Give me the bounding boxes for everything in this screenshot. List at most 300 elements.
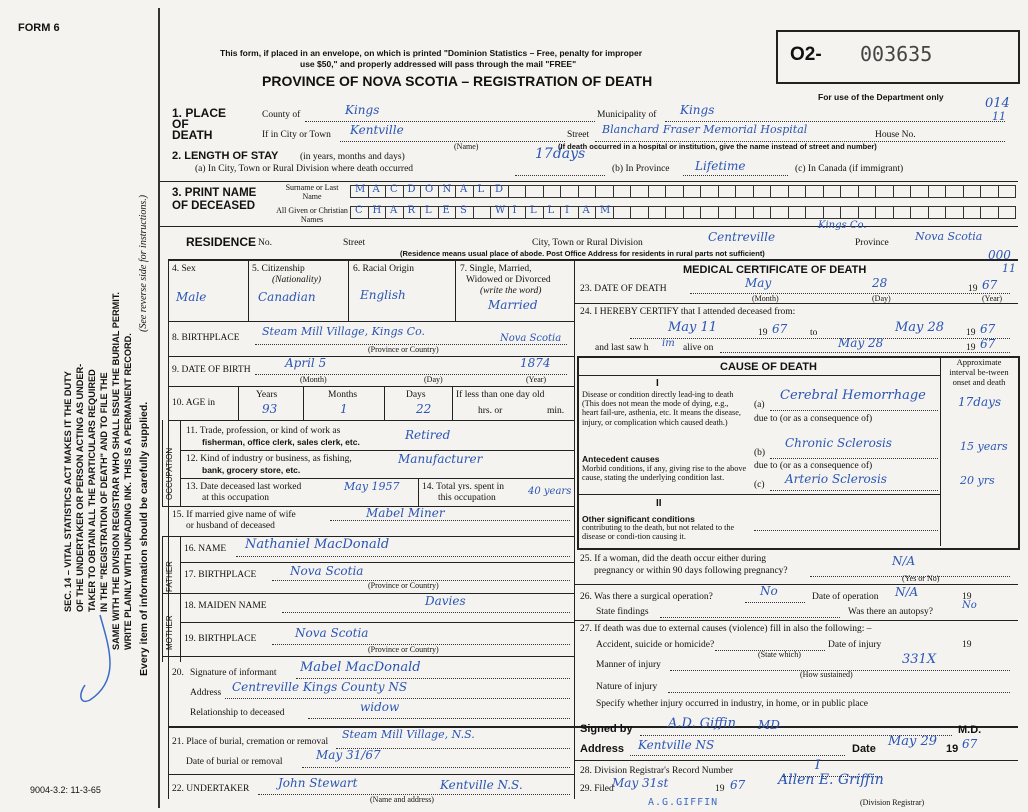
mail-note-1: This form, if placed in an envelope, on which is printed "Dominion Statistics – Free, penalty for improper — [220, 48, 643, 58]
letter-cell — [648, 206, 667, 219]
side-text-line: OF THE UNDERTAKER OR PERSON ACTING AS UNDER- — [75, 363, 85, 612]
county-value: Kings — [345, 103, 380, 117]
letter-cell — [700, 185, 719, 198]
rule — [180, 562, 574, 563]
rule — [162, 593, 574, 594]
burial-place: Steam Mill Village, N.S. — [342, 728, 475, 741]
autopsy-value: No — [962, 600, 977, 611]
father-bp-label: 17. BIRTHPLACE — [184, 570, 257, 580]
name-letter: M — [600, 205, 611, 216]
rule — [770, 410, 938, 411]
stay-a-label: (a) In City, Town or Rural Division where death occurred — [195, 164, 414, 174]
rule — [162, 420, 163, 506]
interval-c: 20 yrs — [960, 474, 995, 487]
to-label: to — [810, 328, 818, 338]
letter-cell — [945, 185, 964, 198]
municipality-label: Municipality of — [597, 110, 657, 120]
disease-label: Disease or condition directly lead-ing to death (This does not mean the mode of dying, e.g., heart fail-ure, asthenia, etc. It means the disease, injury, or complication which caused death.) — [582, 390, 741, 427]
dept-code-1: 014 — [985, 96, 1010, 111]
letter-cell — [525, 206, 544, 219]
undertaker-caption: (Name and address) — [370, 795, 434, 804]
letter-cell — [368, 206, 387, 219]
rule — [162, 536, 163, 662]
letter-cell — [893, 185, 912, 198]
dod-year-caption: (Year) — [982, 294, 1003, 303]
manner-label: Manner of injury — [596, 660, 661, 670]
letter-cell — [788, 185, 807, 198]
letter-cell — [858, 206, 877, 219]
stay-b-label: (b) In Province — [612, 164, 670, 174]
letter-cell — [455, 185, 474, 198]
rule — [660, 617, 840, 618]
street-label: Street — [567, 130, 590, 140]
letter-cell — [823, 185, 842, 198]
sig-address-label: Address — [580, 743, 625, 755]
length-of-stay-sub: (in years, months and days) — [300, 152, 405, 162]
q26-value: No — [760, 584, 778, 598]
margin-rule — [158, 8, 160, 808]
rule — [630, 755, 845, 756]
letter-cell — [350, 185, 369, 198]
rule — [770, 490, 938, 491]
informant-address: Centreville Kings County NS — [232, 680, 408, 694]
dept-use: For use of the Department only — [818, 92, 944, 102]
letter-cell — [560, 206, 579, 219]
alive-on-label: alive on — [683, 343, 714, 353]
stay-c-label: (c) In Canada (if immigrant) — [795, 164, 904, 174]
residence-city-above: Kings Co. — [818, 220, 867, 231]
letter-cell — [718, 206, 737, 219]
letter-cell — [630, 206, 649, 219]
city-label: If in City or Town — [262, 130, 331, 140]
rule — [296, 678, 570, 679]
letter-cell — [945, 206, 964, 219]
name-letter: C — [355, 205, 363, 216]
side-text-line: WRITE PLAINLY WITH UNFADING INK. THIS IS A PERMANENT RECORD. — [123, 333, 133, 650]
occ12-label-1: 12. Kind of industry or business, as fishing, — [186, 454, 352, 464]
dob-day-caption: (Day) — [424, 375, 443, 384]
letter-cell — [753, 206, 772, 219]
stay-b-line — [683, 175, 788, 176]
cause-a-marker: (a) — [754, 400, 765, 410]
birthplace-label: 8. BIRTHPLACE — [172, 333, 240, 343]
q27-label: 27. If death was due to external causes (violence) fill in also the following: – — [580, 624, 872, 634]
stay-a-value: 17days — [535, 146, 586, 162]
registrar-signature: Allen E. Griffin — [778, 772, 884, 788]
rule — [668, 692, 1010, 693]
name-letter: E — [442, 205, 450, 216]
side-text-line: SEC. 14 – VITAL STATISTICS ACT MAKES IT THE DUTY — [63, 371, 73, 612]
mail-note-2: use $50," and properly addressed will pass through the mail "FREE" — [300, 59, 577, 69]
division-registrar-caption: (Division Registrar) — [860, 798, 925, 807]
letter-cell — [543, 206, 562, 219]
age-years: 93 — [262, 402, 278, 416]
cause-header: CAUSE OF DEATH — [720, 361, 817, 373]
name-letter: A — [390, 205, 398, 216]
from-year-prefix: 19 — [758, 328, 768, 338]
q26-label: 26. Was there a surgical operation? — [580, 592, 713, 602]
print-code: 9004-3.2: 11-3-65 — [30, 785, 101, 795]
father-bp-caption: (Province or Country) — [368, 581, 439, 590]
residence-note: (Residence means usual place of abode. Post Office Address for residents in rural parts not sufficient) — [400, 249, 765, 258]
hrs-label: hrs. or — [478, 406, 503, 416]
letter-cell — [613, 206, 632, 219]
letter-cell — [368, 185, 387, 198]
roman-1: I — [656, 378, 659, 389]
rule — [630, 338, 1010, 339]
letter-cell — [613, 185, 632, 198]
last-saw-date: May 28 — [838, 336, 884, 350]
residence-label: RESIDENCE — [186, 235, 257, 249]
rule — [168, 321, 574, 322]
letter-cell — [350, 206, 369, 219]
stay-a-line — [515, 175, 605, 176]
rule — [238, 386, 239, 420]
letter-cell — [385, 185, 404, 198]
less-than-day: If less than one day old — [456, 390, 545, 400]
rule — [168, 356, 574, 357]
letter-cell — [665, 206, 684, 219]
age-label: 10. AGE in — [172, 398, 216, 408]
nature-label: Nature of injury — [596, 682, 658, 692]
deceased-label: 3. PRINT NAME OF DECEASED — [172, 187, 257, 212]
citizenship-value: Canadian — [258, 290, 316, 304]
occ14-label-1: 14. Total yrs. spent in — [422, 482, 505, 492]
form-title: PROVINCE OF NOVA SCOTIA – REGISTRATION OF DEATH — [262, 73, 653, 89]
mother-bp: Nova Scotia — [295, 626, 369, 640]
letter-cell — [420, 206, 439, 219]
pen-scribble — [70, 610, 130, 710]
dod-month-caption: (Month) — [752, 294, 779, 303]
rule — [168, 386, 574, 387]
letter-cell — [910, 206, 929, 219]
left-border — [168, 259, 169, 799]
yes-no-caption: (Yes or No) — [902, 574, 940, 583]
letter-cell — [578, 206, 597, 219]
house-label: House No. — [875, 130, 916, 140]
rule — [745, 602, 805, 603]
undertaker-place: Kentville N.S. — [440, 778, 523, 792]
burial-date: May 31/67 — [316, 748, 381, 762]
antecedent-sub: Morbid conditions, if any, giving rise to the above cause, stating the underlying condition last. — [582, 464, 747, 482]
street-value: Blanchard Fraser Memorial Hospital — [602, 123, 808, 136]
rule — [348, 259, 349, 321]
letter-cell — [525, 185, 544, 198]
side-text-line: SAME WITH THE DIVISION REGISTRAR WHO SHALL ISSUE THE BURIAL PERMIT. — [111, 292, 121, 650]
city-line — [340, 141, 565, 142]
mother-bp-caption: (Province or Country) — [368, 645, 439, 654]
antecedent-label: Antecedent causes — [582, 454, 660, 464]
residence-street-label: Street — [343, 238, 366, 248]
letter-cell — [840, 206, 859, 219]
mother-bp-label: 19. BIRTHPLACE — [184, 634, 257, 644]
other-sub: contributing to the death, but not related to the disease or condi-tion causing it. — [582, 523, 735, 541]
letter-cell — [473, 206, 492, 219]
age-days: 22 — [416, 402, 432, 416]
occupation-side-label: OCCUPATION — [165, 447, 174, 500]
cause-c-marker: (c) — [754, 480, 765, 490]
to-year: 67 — [980, 322, 996, 336]
racial-label: 6. Racial Origin — [353, 264, 414, 274]
q29-year: 67 — [730, 778, 746, 792]
rule — [384, 386, 385, 420]
relationship-label: Relationship to deceased — [190, 708, 285, 718]
sig-address: Kentville NS — [638, 738, 715, 752]
rule — [418, 478, 419, 506]
informant-sig-label: Signature of informant — [190, 668, 277, 678]
q29-year-prefix: 19 — [715, 784, 725, 794]
letter-cell — [910, 185, 929, 198]
residence-city: Centreville — [708, 230, 776, 244]
autopsy-label: Was there an autopsy? — [848, 607, 933, 617]
municipality-line — [665, 121, 1005, 122]
letter-cell — [438, 206, 457, 219]
rule — [574, 303, 1018, 304]
dob-year-caption: (Year) — [526, 375, 547, 384]
informant-signature: Mabel MacDonald — [300, 660, 421, 675]
occ11-value: Retired — [405, 428, 451, 442]
rule — [452, 386, 453, 420]
name-letter: I — [512, 205, 517, 216]
rule — [579, 494, 940, 495]
dod-day-caption: (Day) — [872, 294, 891, 303]
dept-code-3: 000 — [988, 248, 1011, 262]
marital-value: Married — [488, 298, 538, 312]
residence-no-label: No. — [258, 238, 272, 248]
marital-label-3: (write the word) — [480, 286, 542, 296]
code-value: 331X — [902, 652, 937, 667]
injury-date-label: Date of injury — [828, 640, 882, 650]
letter-cell — [490, 185, 509, 198]
letter-cell — [928, 185, 947, 198]
rule — [248, 259, 249, 321]
letter-cell — [438, 185, 457, 198]
rule — [940, 356, 941, 546]
interval-b: 15 years — [960, 440, 1008, 453]
letter-cell — [403, 206, 422, 219]
residence-city-label: City, Town or Rural Division — [532, 238, 643, 248]
side-see-reverse: (See reverse side for instructions.) — [138, 194, 149, 332]
op-date: N/A — [895, 585, 919, 599]
side-instructions — [62, 364, 110, 612]
rule — [308, 718, 570, 719]
citizenship-sub: (Nationality) — [272, 275, 322, 285]
rule — [282, 612, 570, 613]
rule — [160, 181, 1018, 182]
sig-date-label: Date — [852, 743, 876, 755]
letter-cell — [560, 185, 579, 198]
letter-cell — [928, 206, 947, 219]
rule — [180, 450, 574, 451]
occ14-value: 40 years — [528, 486, 572, 497]
sex-label: 4. Sex — [172, 264, 196, 274]
letter-cell — [840, 185, 859, 198]
informant-number: 20. — [172, 668, 184, 678]
name-letter: A — [582, 205, 590, 216]
father-side-label: FATHER — [165, 561, 174, 592]
rule — [236, 556, 570, 557]
days-label: Days — [406, 390, 426, 400]
state-findings: State findings — [596, 607, 649, 617]
q28-label: 28. Division Registrar's Record Number — [580, 766, 733, 776]
q25-label-1: 25. If a woman, did the death occur either during — [580, 554, 766, 564]
letter-cell — [385, 206, 404, 219]
marital-label-1: 7. Single, Married, — [460, 264, 532, 274]
letter-cell — [403, 185, 422, 198]
occ13-label-1: 13. Date deceased last worked — [186, 482, 302, 492]
letter-cell — [665, 185, 684, 198]
name-letter: L — [547, 205, 555, 216]
signed-suffix: MD — [758, 718, 780, 732]
due-to-1: due to (or as a consequence of) — [754, 414, 873, 424]
age-months: 1 — [340, 402, 348, 416]
given-label: All Given or Christian Names — [276, 206, 348, 224]
q29-value: May 31st — [612, 776, 669, 790]
rule — [180, 622, 574, 623]
dept-code-2: 11 — [992, 110, 1006, 123]
dod-month: May — [745, 276, 772, 290]
cause-b: Chronic Sclerosis — [785, 436, 892, 450]
md-label: M.D. — [958, 724, 982, 736]
letter-cell — [805, 206, 824, 219]
name-letter: M — [355, 184, 366, 195]
letter-cell — [998, 185, 1017, 198]
reg-prefix: O2- — [790, 44, 822, 65]
accident-label: Accident, suicide or homicide? — [596, 640, 715, 650]
spouse-label-2: or husband of deceased — [186, 521, 275, 531]
medical-header: MEDICAL CERTIFICATE OF DEATH — [683, 264, 867, 276]
place-of-death-label: 1. PLACE OF DEATH — [172, 106, 227, 142]
rule — [168, 259, 1018, 261]
racial-value: English — [360, 288, 406, 302]
due-to-2: due to (or as a consequence of) — [754, 461, 873, 471]
letter-cell — [858, 185, 877, 198]
name-letter: N — [442, 184, 452, 195]
burial-place-label: 21. Place of burial, cremation or removal — [172, 737, 329, 747]
burial-date-label: Date of burial or removal — [186, 757, 283, 767]
residence-province-label: Province — [855, 238, 889, 248]
letter-cell — [578, 185, 597, 198]
cause-c: Arterio Sclerosis — [785, 472, 887, 486]
county-label: County of — [262, 110, 301, 120]
name-letter: O — [425, 184, 434, 195]
county-line — [305, 121, 595, 122]
side-instructions-2 — [110, 292, 134, 650]
rule — [303, 386, 304, 420]
dob-month: April 5 — [285, 356, 327, 370]
letter-cell — [770, 206, 789, 219]
birthplace-caption: (Province or Country) — [368, 345, 439, 354]
occ11-label-2: fisherman, office clerk, sales clerk, etc. — [202, 437, 360, 447]
occ11-label-1: 11. Trade, profession, or kind of work as — [186, 426, 341, 436]
surname-label: Surname or Last Name — [285, 183, 339, 201]
letter-cell — [998, 206, 1017, 219]
letter-cell — [805, 185, 824, 198]
letter-cell — [473, 185, 492, 198]
occ12-label-2: bank, grocery store, etc. — [202, 465, 301, 475]
attended-from: May 11 — [668, 320, 718, 335]
rule — [754, 530, 938, 531]
dob-month-caption: (Month) — [300, 375, 327, 384]
undertaker-label: 22. UNDERTAKER — [172, 784, 250, 794]
relationship-value: widow — [360, 700, 400, 714]
letter-cell — [788, 206, 807, 219]
letter-cell — [700, 206, 719, 219]
q25-label-2: pregnancy or within 90 days following pregnancy? — [594, 566, 788, 576]
years-label: Years — [256, 390, 278, 400]
spouse-label-1: 15. If married give name of wife — [172, 510, 296, 520]
mother-name-label: 18. MAIDEN NAME — [184, 601, 267, 611]
occ13-label-2: at this occupation — [202, 493, 270, 503]
letter-cell — [543, 185, 562, 198]
length-of-stay-label: 2. LENGTH OF STAY — [172, 150, 279, 162]
father-name: Nathaniel MacDonald — [245, 537, 390, 552]
last-saw-label: and last saw h — [595, 343, 649, 353]
min-label: min. — [547, 406, 565, 416]
stay-b-value: Lifetime — [695, 159, 746, 173]
specify-label: Specify whether injury occurred in industry, in home, or in public place — [596, 699, 868, 709]
undertaker-name: John Stewart — [278, 776, 358, 790]
q25-value: N/A — [892, 554, 916, 568]
name-letter: L — [425, 205, 432, 216]
mother-name: Davies — [425, 594, 466, 608]
state-which: (State which) — [758, 650, 801, 659]
last-saw-year: 67 — [980, 337, 996, 351]
letter-cell — [648, 185, 667, 198]
letter-cell — [735, 185, 754, 198]
center-divider — [574, 259, 575, 799]
occ12-value: Manufacturer — [398, 452, 483, 466]
sex-value: Male — [176, 290, 207, 304]
name-letter: L — [477, 184, 485, 195]
dod-label: 23. DATE OF DEATH — [580, 284, 667, 294]
from-year: 67 — [772, 322, 788, 336]
informant-address-label: Address — [190, 688, 222, 698]
letter-cell — [490, 206, 509, 219]
rule — [168, 420, 574, 421]
last-saw-him: im — [662, 338, 675, 349]
letter-cell — [980, 206, 999, 219]
occ14-label-2: this occupation — [438, 493, 496, 503]
op-date-label: Date of operation — [812, 592, 879, 602]
name-letter: H — [372, 205, 382, 216]
father-name-label: 16. NAME — [184, 544, 227, 554]
dept-code-4: 11 — [1002, 262, 1016, 275]
how-sustained: (How sustained) — [800, 670, 853, 679]
letter-cell — [735, 206, 754, 219]
letter-cell — [508, 206, 527, 219]
mother-side-label: MOTHER — [165, 615, 174, 650]
rule — [579, 375, 940, 376]
citizenship-label: 5. Citizenship — [252, 264, 305, 274]
rule — [690, 293, 1010, 294]
q28-value: I — [815, 758, 821, 773]
letter-cell — [963, 206, 982, 219]
letter-cell — [420, 185, 439, 198]
name-letter: A — [460, 184, 468, 195]
sig-year: 67 — [962, 737, 978, 751]
reg-number: 003635 — [860, 42, 933, 66]
rule — [574, 584, 1018, 585]
rule — [330, 520, 570, 521]
sig-date: May 29 — [888, 734, 938, 749]
letter-cell — [875, 206, 894, 219]
letter-cell — [753, 185, 772, 198]
city-value: Kentville — [350, 123, 404, 137]
birthplace-value: Steam Mill Village, Kings Co. — [262, 325, 426, 338]
side-every-item: Every item of information should be carefully supplied. — [138, 401, 150, 676]
registrar-stamp: A.G.GIFFIN — [648, 797, 719, 808]
